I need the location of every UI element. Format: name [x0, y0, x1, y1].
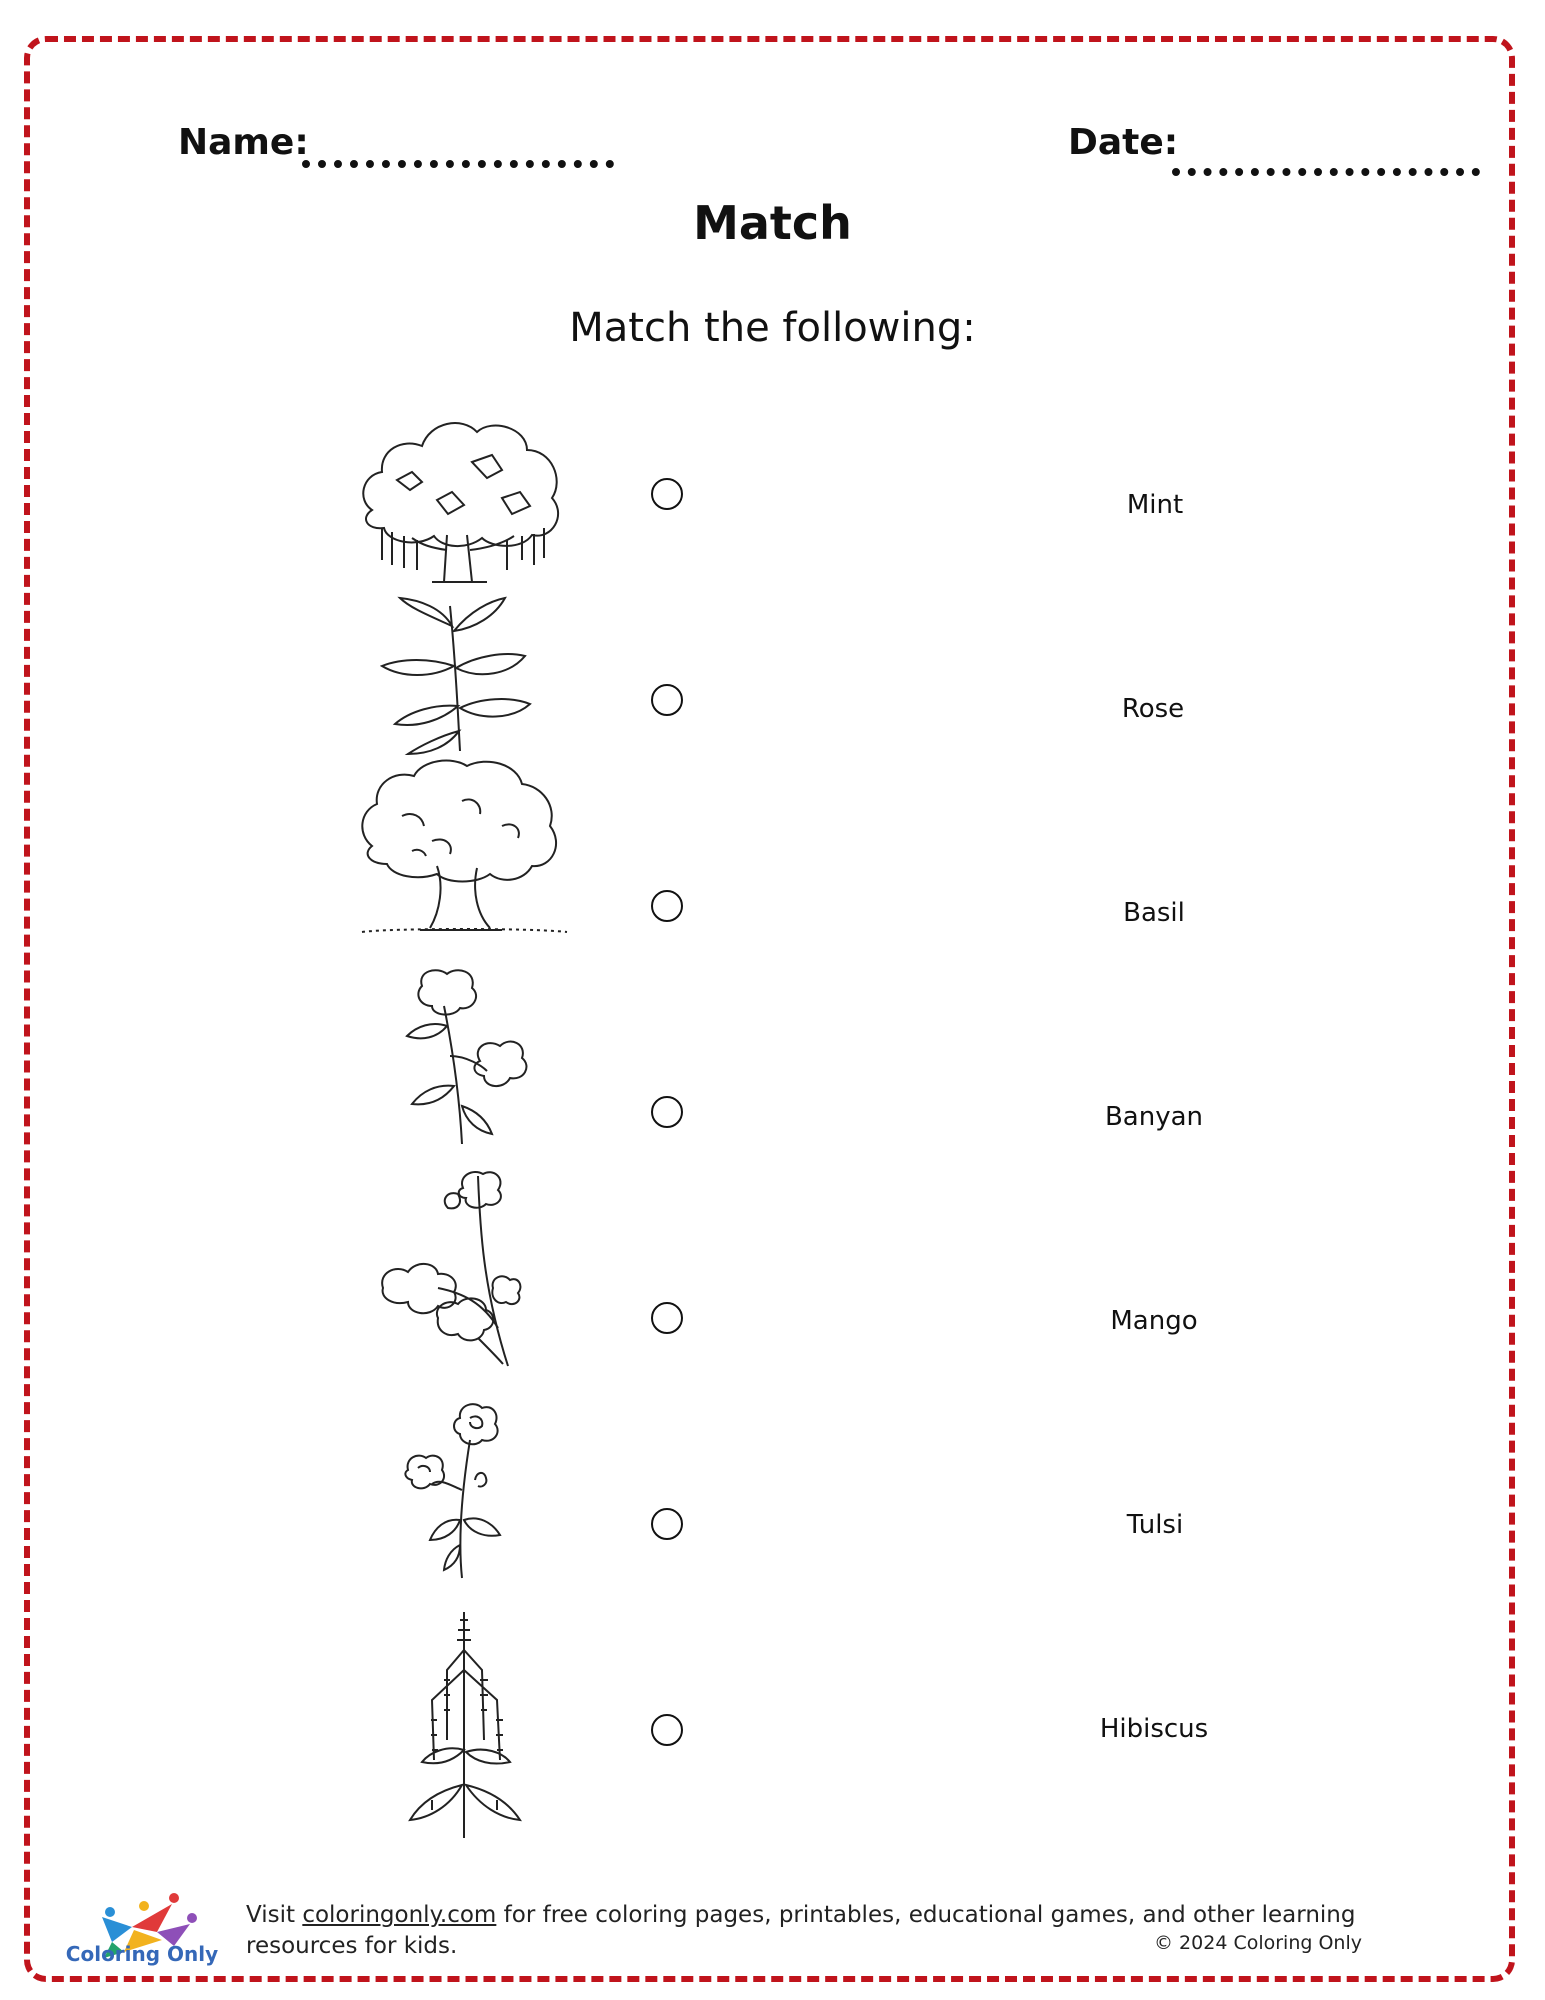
word-1: Mint: [1126, 490, 1184, 520]
word-4: Banyan: [1104, 1102, 1204, 1132]
mango-tree-icon: [352, 756, 572, 936]
banyan-tree-icon: [352, 410, 572, 590]
answer-circle-7[interactable]: [651, 1714, 683, 1746]
page-title: Match: [693, 196, 852, 250]
name-label: Name:: [178, 122, 309, 163]
footer-text-after: for free coloring pages, printables, educational games, and other learning resources for kids.: [246, 1902, 1356, 1959]
tulsi-plant-icon: [392, 1610, 542, 1840]
name-field[interactable]: [302, 160, 614, 168]
word-6: Tulsi: [1126, 1510, 1184, 1540]
word-3: Basil: [1123, 898, 1185, 928]
answer-circle-3[interactable]: [651, 890, 683, 922]
answer-circle-5[interactable]: [651, 1302, 683, 1334]
instruction-text: Match the following:: [569, 305, 976, 351]
footer-text-before: Visit: [246, 1902, 303, 1928]
word-2: Rose: [1121, 694, 1185, 724]
hibiscus-plant-icon: [392, 966, 532, 1146]
logo-text: Coloring Only: [65, 1942, 219, 1966]
date-field[interactable]: [1172, 168, 1480, 176]
answer-circle-2[interactable]: [651, 684, 683, 716]
answer-circle-1[interactable]: [651, 478, 683, 510]
rose-plant-icon: [400, 1400, 520, 1580]
word-7: Hibiscus: [1099, 1714, 1209, 1744]
footer-link[interactable]: coloringonly.com: [302, 1902, 497, 1928]
coriander-plant-icon: [378, 1168, 548, 1368]
copyright-text: © 2024 Coloring Only: [1154, 1932, 1362, 1954]
answer-circle-4[interactable]: [651, 1096, 683, 1128]
answer-circle-6[interactable]: [651, 1508, 683, 1540]
mint-plant-icon: [380, 596, 540, 756]
word-5: Mango: [1110, 1306, 1198, 1336]
date-label: Date:: [1068, 122, 1179, 163]
